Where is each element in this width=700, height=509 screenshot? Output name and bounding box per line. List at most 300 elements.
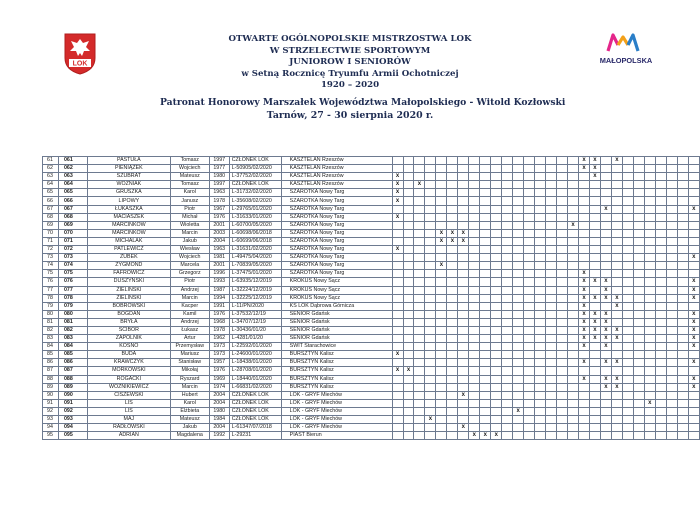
table-row bbox=[43, 367, 700, 375]
event-mark-cell bbox=[611, 416, 622, 424]
event-mark-cell bbox=[491, 246, 502, 254]
row-number-cell: 64 bbox=[43, 181, 59, 189]
event-mark-cell bbox=[502, 424, 513, 432]
event-mark-cell bbox=[655, 237, 666, 245]
table-row bbox=[43, 229, 700, 237]
event-mark-cell bbox=[611, 367, 622, 375]
event-mark-cell bbox=[513, 351, 524, 359]
event-mark-cell bbox=[425, 197, 436, 205]
event-mark-cell bbox=[425, 407, 436, 415]
event-mark-cell bbox=[579, 205, 590, 213]
table-row bbox=[43, 286, 700, 294]
table-row bbox=[43, 424, 700, 432]
event-mark-cell bbox=[535, 367, 546, 375]
event-mark-cell bbox=[480, 310, 491, 318]
row-number-cell: 82 bbox=[43, 326, 59, 334]
event-mark-cell bbox=[655, 189, 666, 197]
event-mark-cell bbox=[447, 326, 458, 334]
event-mark-cell bbox=[622, 213, 633, 221]
event-mark-cell bbox=[611, 205, 622, 213]
event-mark-cell bbox=[458, 181, 469, 189]
club-cell: KROKUS Nowy Sącz bbox=[281, 294, 392, 302]
event-mark-cell bbox=[392, 424, 403, 432]
event-mark-cell bbox=[480, 326, 491, 334]
start-number-cell: 093 bbox=[58, 416, 87, 424]
event-mark-cell: x bbox=[688, 286, 699, 294]
event-mark-cell bbox=[688, 262, 699, 270]
event-mark-cell bbox=[469, 205, 480, 213]
event-mark-cell bbox=[469, 318, 480, 326]
event-mark-cell bbox=[557, 246, 568, 254]
event-mark-cell bbox=[403, 375, 414, 383]
start-number-cell: 065 bbox=[58, 189, 87, 197]
event-mark-cell bbox=[403, 294, 414, 302]
event-mark-cell bbox=[513, 221, 524, 229]
lok-logo bbox=[63, 32, 97, 76]
event-mark-cell bbox=[644, 335, 655, 343]
event-mark-cell bbox=[589, 424, 600, 432]
event-mark-cell bbox=[436, 383, 447, 391]
table-row bbox=[43, 189, 700, 197]
event-mark-cell: x bbox=[414, 181, 425, 189]
event-mark-cell bbox=[513, 157, 524, 165]
event-mark-cell bbox=[502, 229, 513, 237]
event-mark-cell: x bbox=[600, 359, 611, 367]
event-mark-cell bbox=[688, 173, 699, 181]
event-mark-cell bbox=[579, 229, 590, 237]
event-mark-cell bbox=[524, 416, 535, 424]
event-mark-cell bbox=[414, 416, 425, 424]
event-mark-cell bbox=[469, 157, 480, 165]
first-name-cell: Marcin bbox=[170, 383, 209, 391]
event-mark-cell bbox=[677, 432, 688, 440]
event-mark-cell bbox=[480, 237, 491, 245]
event-mark-cell bbox=[655, 375, 666, 383]
event-mark-cell bbox=[491, 181, 502, 189]
event-mark-cell bbox=[436, 407, 447, 415]
event-mark-cell bbox=[524, 310, 535, 318]
event-mark-cell bbox=[491, 367, 502, 375]
event-mark-cell bbox=[469, 359, 480, 367]
event-mark-cell bbox=[633, 359, 644, 367]
surname-cell: BOBROWSKI bbox=[87, 302, 170, 310]
event-mark-cell bbox=[513, 205, 524, 213]
row-number-cell: 92 bbox=[43, 407, 59, 415]
event-mark-cell: x bbox=[600, 383, 611, 391]
event-mark-cell bbox=[491, 359, 502, 367]
surname-cell: KOSNO bbox=[87, 343, 170, 351]
event-mark-cell bbox=[589, 375, 600, 383]
event-mark-cell bbox=[447, 367, 458, 375]
event-mark-cell bbox=[425, 157, 436, 165]
event-mark-cell bbox=[513, 383, 524, 391]
event-mark-cell bbox=[469, 221, 480, 229]
event-mark-cell bbox=[633, 335, 644, 343]
event-mark-cell bbox=[513, 399, 524, 407]
event-mark-cell bbox=[469, 173, 480, 181]
event-mark-cell bbox=[611, 262, 622, 270]
license-cell: CZŁONEK LOK bbox=[229, 399, 281, 407]
event-mark-cell bbox=[611, 229, 622, 237]
event-mark-cell: x bbox=[436, 229, 447, 237]
event-mark-cell bbox=[568, 294, 579, 302]
event-mark-cell bbox=[502, 367, 513, 375]
event-mark-cell bbox=[557, 197, 568, 205]
event-mark-cell bbox=[568, 237, 579, 245]
start-number-cell: 069 bbox=[58, 221, 87, 229]
start-number-cell: 085 bbox=[58, 351, 87, 359]
first-name-cell: Tomasz bbox=[170, 157, 209, 165]
event-mark-cell bbox=[622, 326, 633, 334]
event-mark-cell bbox=[436, 416, 447, 424]
event-mark-cell bbox=[403, 424, 414, 432]
event-mark-cell bbox=[491, 229, 502, 237]
event-mark-cell bbox=[644, 326, 655, 334]
event-mark-cell bbox=[688, 221, 699, 229]
event-mark-cell bbox=[546, 351, 557, 359]
event-mark-cell bbox=[677, 399, 688, 407]
event-mark-cell bbox=[425, 294, 436, 302]
event-mark-cell bbox=[480, 424, 491, 432]
event-mark-cell bbox=[414, 318, 425, 326]
event-mark-cell bbox=[403, 270, 414, 278]
table-row bbox=[43, 391, 700, 399]
event-mark-cell bbox=[589, 359, 600, 367]
event-mark-cell bbox=[557, 432, 568, 440]
event-mark-cell bbox=[611, 343, 622, 351]
event-mark-cell: x bbox=[611, 375, 622, 383]
event-mark-cell bbox=[633, 173, 644, 181]
table-row bbox=[43, 416, 700, 424]
surname-cell: MARCINKÓW bbox=[87, 221, 170, 229]
event-mark-cell bbox=[458, 318, 469, 326]
event-mark-cell bbox=[447, 205, 458, 213]
event-mark-cell: x bbox=[513, 407, 524, 415]
event-mark-cell bbox=[436, 375, 447, 383]
event-mark-cell bbox=[611, 173, 622, 181]
event-mark-cell bbox=[666, 197, 677, 205]
surname-cell: ZAPOLNIK bbox=[87, 335, 170, 343]
event-mark-cell bbox=[414, 407, 425, 415]
event-mark-cell bbox=[622, 246, 633, 254]
event-mark-cell bbox=[524, 424, 535, 432]
event-mark-cell bbox=[655, 432, 666, 440]
club-cell: SZAROTKA Nowy Targ bbox=[281, 197, 392, 205]
event-mark-cell bbox=[414, 270, 425, 278]
event-mark-cell bbox=[425, 335, 436, 343]
event-mark-cell bbox=[403, 254, 414, 262]
start-number-cell: 077 bbox=[58, 286, 87, 294]
event-mark-cell bbox=[644, 229, 655, 237]
malopolska-logo-text: MAŁOPOLSKA bbox=[599, 56, 653, 65]
event-mark-cell bbox=[403, 278, 414, 286]
event-mark-cell bbox=[403, 205, 414, 213]
event-mark-cell bbox=[655, 165, 666, 173]
license-cell: L-11/PN/2020 bbox=[229, 302, 281, 310]
event-mark-cell bbox=[666, 432, 677, 440]
event-mark-cell bbox=[546, 424, 557, 432]
event-mark-cell bbox=[414, 229, 425, 237]
event-mark-cell: x bbox=[447, 237, 458, 245]
event-mark-cell bbox=[425, 310, 436, 318]
event-mark-cell bbox=[677, 181, 688, 189]
event-mark-cell bbox=[403, 399, 414, 407]
event-mark-cell bbox=[436, 278, 447, 286]
first-name-cell: Andrzej bbox=[170, 318, 209, 326]
club-cell: KROKUS Nowy Sącz bbox=[281, 278, 392, 286]
row-number-cell: 80 bbox=[43, 310, 59, 318]
birth-year-cell: 2003 bbox=[209, 229, 229, 237]
event-mark-cell bbox=[392, 302, 403, 310]
event-mark-cell bbox=[622, 318, 633, 326]
malopolska-logo-m-right bbox=[628, 35, 638, 51]
event-mark-cell bbox=[458, 359, 469, 367]
event-mark-cell bbox=[666, 326, 677, 334]
first-name-cell: Grzegorz bbox=[170, 270, 209, 278]
event-mark-cell bbox=[568, 205, 579, 213]
event-mark-cell bbox=[622, 189, 633, 197]
table-row bbox=[43, 237, 700, 245]
first-name-cell: Piotr bbox=[170, 278, 209, 286]
event-mark-cell bbox=[589, 262, 600, 270]
event-mark-cell bbox=[568, 343, 579, 351]
event-mark-cell bbox=[644, 165, 655, 173]
event-mark-cell bbox=[513, 416, 524, 424]
event-mark-cell bbox=[546, 189, 557, 197]
event-mark-cell bbox=[677, 424, 688, 432]
birth-year-cell: 1997 bbox=[209, 181, 229, 189]
event-mark-cell bbox=[633, 213, 644, 221]
event-mark-cell bbox=[557, 221, 568, 229]
start-number-cell: 087 bbox=[58, 367, 87, 375]
license-cell: L-61347/07/2018 bbox=[229, 424, 281, 432]
event-mark-cell bbox=[546, 246, 557, 254]
event-mark-cell bbox=[655, 407, 666, 415]
event-mark-cell bbox=[513, 189, 524, 197]
event-mark-cell bbox=[546, 213, 557, 221]
event-mark-cell bbox=[535, 262, 546, 270]
row-number-cell: 84 bbox=[43, 343, 59, 351]
event-mark-cell bbox=[535, 416, 546, 424]
event-mark-cell bbox=[425, 432, 436, 440]
event-mark-cell bbox=[546, 262, 557, 270]
event-mark-cell bbox=[546, 173, 557, 181]
event-mark-cell bbox=[579, 407, 590, 415]
event-mark-cell bbox=[513, 165, 524, 173]
event-mark-cell bbox=[436, 302, 447, 310]
surname-cell: LIS bbox=[87, 399, 170, 407]
surname-cell: MORKOWSKI bbox=[87, 367, 170, 375]
event-mark-cell bbox=[502, 189, 513, 197]
event-mark-cell bbox=[425, 424, 436, 432]
event-mark-cell bbox=[622, 416, 633, 424]
event-mark-cell bbox=[436, 246, 447, 254]
event-mark-cell bbox=[666, 270, 677, 278]
event-mark-cell bbox=[480, 197, 491, 205]
table-row bbox=[43, 399, 700, 407]
event-mark-cell bbox=[579, 173, 590, 181]
event-mark-cell bbox=[622, 229, 633, 237]
event-mark-cell bbox=[688, 213, 699, 221]
event-mark-cell bbox=[513, 318, 524, 326]
event-mark-cell bbox=[600, 416, 611, 424]
event-mark-cell bbox=[491, 278, 502, 286]
event-mark-cell bbox=[491, 189, 502, 197]
event-mark-cell bbox=[447, 375, 458, 383]
event-mark-cell bbox=[688, 229, 699, 237]
license-cell: L-22592/01/2020 bbox=[229, 343, 281, 351]
event-mark-cell bbox=[655, 302, 666, 310]
event-mark-cell bbox=[655, 367, 666, 375]
event-mark-cell bbox=[513, 262, 524, 270]
first-name-cell: Wojciech bbox=[170, 254, 209, 262]
event-mark-cell bbox=[469, 407, 480, 415]
event-mark-cell bbox=[414, 157, 425, 165]
event-mark-cell bbox=[403, 165, 414, 173]
event-mark-cell bbox=[403, 335, 414, 343]
event-mark-cell bbox=[502, 205, 513, 213]
event-mark-cell bbox=[491, 407, 502, 415]
event-mark-cell bbox=[447, 294, 458, 302]
club-cell: LOK - GRYF Miechów bbox=[281, 391, 392, 399]
event-mark-cell: x bbox=[688, 326, 699, 334]
event-mark-cell bbox=[469, 399, 480, 407]
event-mark-cell bbox=[392, 416, 403, 424]
event-mark-cell bbox=[633, 343, 644, 351]
event-mark-cell bbox=[480, 181, 491, 189]
event-mark-cell bbox=[611, 424, 622, 432]
event-mark-cell bbox=[546, 286, 557, 294]
event-mark-cell bbox=[557, 237, 568, 245]
event-mark-cell bbox=[392, 399, 403, 407]
birth-year-cell: 1980 bbox=[209, 407, 229, 415]
event-mark-cell: x bbox=[688, 359, 699, 367]
event-mark-cell bbox=[491, 310, 502, 318]
event-mark-cell: x bbox=[644, 399, 655, 407]
event-mark-cell bbox=[655, 286, 666, 294]
event-mark-cell: x bbox=[589, 165, 600, 173]
event-mark-cell bbox=[458, 367, 469, 375]
table-row bbox=[43, 335, 700, 343]
event-mark-cell bbox=[414, 432, 425, 440]
event-mark-cell bbox=[535, 326, 546, 334]
event-mark-cell bbox=[480, 278, 491, 286]
event-mark-cell: x bbox=[392, 197, 403, 205]
event-mark-cell bbox=[392, 407, 403, 415]
first-name-cell: Wiesław bbox=[170, 246, 209, 254]
start-number-cell: 064 bbox=[58, 181, 87, 189]
surname-cell: RADŁOWSKI bbox=[87, 424, 170, 432]
event-mark-cell bbox=[524, 237, 535, 245]
event-mark-cell bbox=[513, 229, 524, 237]
surname-cell: SZUBRAT bbox=[87, 173, 170, 181]
event-mark-cell bbox=[535, 213, 546, 221]
row-number-cell: 76 bbox=[43, 278, 59, 286]
event-mark-cell bbox=[436, 213, 447, 221]
event-mark-cell bbox=[480, 229, 491, 237]
event-mark-cell bbox=[535, 278, 546, 286]
event-mark-cell bbox=[655, 343, 666, 351]
event-mark-cell bbox=[688, 407, 699, 415]
row-number-cell: 93 bbox=[43, 416, 59, 424]
event-mark-cell bbox=[502, 173, 513, 181]
license-cell: CZŁONEK LOK bbox=[229, 181, 281, 189]
event-mark-cell bbox=[436, 343, 447, 351]
start-number-cell: 068 bbox=[58, 213, 87, 221]
event-mark-cell: x bbox=[600, 318, 611, 326]
event-mark-cell bbox=[622, 262, 633, 270]
event-mark-cell bbox=[491, 343, 502, 351]
birth-year-cell: 1969 bbox=[209, 375, 229, 383]
event-mark-cell: x bbox=[688, 278, 699, 286]
event-mark-cell bbox=[480, 375, 491, 383]
license-cell: CZŁONEK LOK bbox=[229, 416, 281, 424]
event-mark-cell: x bbox=[600, 310, 611, 318]
first-name-cell: Michał bbox=[170, 213, 209, 221]
event-mark-cell bbox=[622, 335, 633, 343]
event-mark-cell bbox=[513, 367, 524, 375]
event-mark-cell bbox=[666, 246, 677, 254]
event-mark-cell bbox=[546, 407, 557, 415]
event-mark-cell bbox=[513, 294, 524, 302]
event-mark-cell bbox=[546, 181, 557, 189]
event-mark-cell bbox=[524, 294, 535, 302]
license-cell: L-60700/05/2020 bbox=[229, 221, 281, 229]
event-mark-cell bbox=[655, 383, 666, 391]
event-mark-cell bbox=[502, 286, 513, 294]
event-mark-cell bbox=[644, 278, 655, 286]
event-mark-cell bbox=[535, 254, 546, 262]
event-mark-cell bbox=[392, 294, 403, 302]
event-mark-cell bbox=[458, 302, 469, 310]
birth-year-cell: 1978 bbox=[209, 326, 229, 334]
event-mark-cell bbox=[436, 335, 447, 343]
event-mark-cell bbox=[425, 221, 436, 229]
event-mark-cell bbox=[546, 391, 557, 399]
event-mark-cell bbox=[491, 391, 502, 399]
event-mark-cell bbox=[546, 375, 557, 383]
event-mark-cell bbox=[458, 157, 469, 165]
surname-cell: ŚCIBOR bbox=[87, 326, 170, 334]
event-mark-cell bbox=[622, 237, 633, 245]
event-mark-cell bbox=[589, 302, 600, 310]
table-row bbox=[43, 270, 700, 278]
event-mark-cell bbox=[447, 254, 458, 262]
row-number-cell: 77 bbox=[43, 286, 59, 294]
event-mark-cell bbox=[425, 189, 436, 197]
birth-year-cell: 1963 bbox=[209, 246, 229, 254]
event-mark-cell bbox=[414, 205, 425, 213]
start-number-cell: 090 bbox=[58, 391, 87, 399]
event-mark-cell bbox=[469, 262, 480, 270]
event-mark-cell bbox=[502, 383, 513, 391]
event-mark-cell bbox=[403, 173, 414, 181]
event-mark-cell bbox=[436, 286, 447, 294]
event-mark-cell bbox=[666, 351, 677, 359]
event-mark-cell bbox=[622, 294, 633, 302]
event-mark-cell bbox=[600, 221, 611, 229]
row-number-cell: 62 bbox=[43, 165, 59, 173]
event-mark-cell bbox=[535, 270, 546, 278]
start-number-cell: 076 bbox=[58, 278, 87, 286]
event-mark-cell bbox=[688, 391, 699, 399]
event-mark-cell bbox=[568, 367, 579, 375]
event-mark-cell bbox=[392, 270, 403, 278]
table-row bbox=[43, 181, 700, 189]
event-mark-cell bbox=[644, 213, 655, 221]
event-mark-cell bbox=[633, 278, 644, 286]
event-mark-cell bbox=[557, 157, 568, 165]
